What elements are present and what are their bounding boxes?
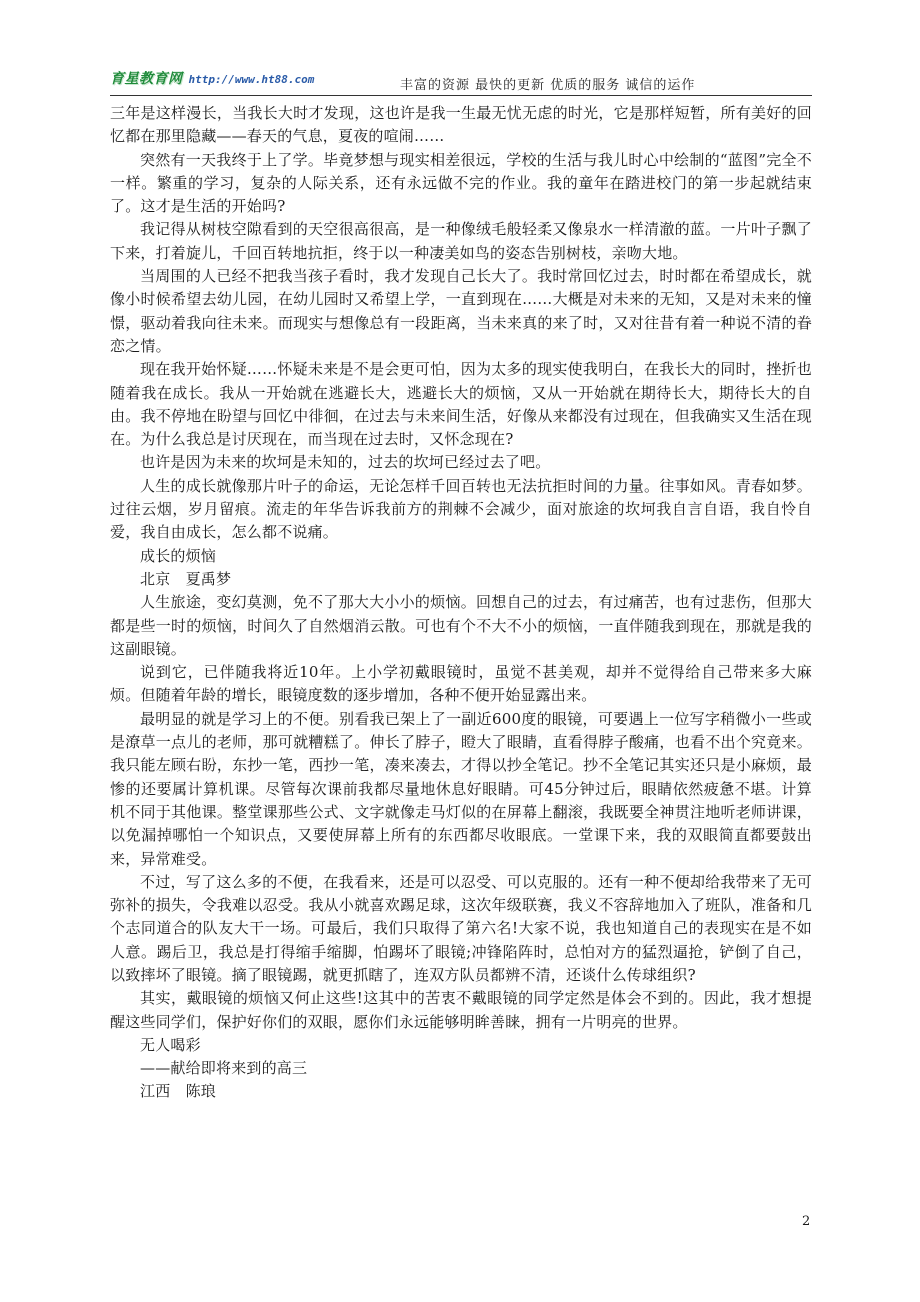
paragraph: 说到它，已伴随我将近10年。上小学初戴眼镜时，虽觉不甚美观，却并不觉得给自己带来多大麻烦。但随着年龄的增长，眼镜度数的逐步增加，各种不便开始显露出来。 — [110, 663, 812, 705]
paragraph: 最明显的就是学习上的不便。别看我已架上了一副近600度的眼镜，可要遇上一位写字稍微小一些或是潦草一点儿的老师，那可就糟糕了。伸长了脖子，瞪大了眼睛，直看得脖子酸痛，也看不出个究竟来。我只能左顾右盼，东抄一笔，西抄一笔，凑来凑去，才得以抄全笔记。抄不全笔记其实还只是小麻烦，最惨的还要属计算机课。尽管每次课前我都尽量地休息好眼睛。可45分钟过后，眼睛依然疲惫不堪。计算机不同于其他课。整堂课那些公式、文字就像走马灯似的在屏幕上翻滚，我既要全神贯注地听老师讲课，以免漏掉哪怕一个知识点，又要使屏幕上所有的东西都尽收眼底。一堂课下来，我的双眼简直都要鼓出来，异常难受。 — [110, 709, 812, 868]
logo-url: http://www.ht88.com — [188, 73, 315, 86]
header-slogan: 丰富的资源 最快的更新 优质的服务 诚信的运作 — [400, 78, 696, 93]
paragraph: ——献给即将来到的高三 — [140, 1059, 308, 1078]
paragraph: 不过，写了这么多的不便，在我看来，还是可以忍受、可以克服的。还有一种不便却给我带来了无可弥补的损失，令我难以忍受。我从小就喜欢踢足球，这次年级联赛，我义不容辞地加入了班队，准备和几个志同道合的队友大干一场。可最后，我们只取得了第六名!大家不说，我也知道自己的表现实在是不如人意。踢后卫，我总是打得缩手缩脚，怕踢坏了眼镜;冲锋陷阵时，总怕对方的猛烈逼抢，铲倒了自己，以致摔坏了眼镜。摘了眼镜踢，就更抓瞎了，连双方队员都辨不清，还谈什么传球组织? — [110, 872, 812, 984]
paragraph: 人生的成长就像那片叶子的命运，无论怎样千回百转也无法抗拒时间的力量。往事如风。青春如梦。过往云烟，岁月留痕。流走的年华告诉我前方的荆棘不会减少，面对旅途的坎坷我自言自语，我自怜自爱，我自由成长，怎么都不说痛。 — [110, 476, 812, 542]
paragraph: 成长的烦恼 — [140, 546, 217, 565]
site-logo — [110, 68, 314, 88]
document-body — [110, 102, 812, 1104]
logo-name: 育星教育网 — [110, 71, 183, 87]
page-header — [110, 60, 812, 96]
header-rule — [110, 95, 812, 96]
paragraph: 突然有一天我终于上了学。毕竟梦想与现实相差很远，学校的生活与我儿时心中绘制的“蓝图”完全不一样。繁重的学习，复杂的人际关系，还有永远做不完的作业。我的童年在踏进校门的第一步起就结束了。这才是生活的开始吗? — [110, 150, 812, 216]
paragraph: 其实，戴眼镜的烦恼又何止这些!这其中的苦衷不戴眼镜的同学定然是体会不到的。因此，我才想提醒这些同学们，保护好你们的双眼，愿你们永远能够明眸善睐，拥有一片明亮的世界。 — [110, 989, 812, 1031]
paragraph: 我记得从树枝空隙看到的天空很高很高，是一种像绒毛般轻柔又像泉水一样清澈的蓝。一片叶子飘了下来，打着旋儿，千回百转地抗拒，终于以一种凄美如鸟的姿态告别树枝，亲吻大地。 — [110, 220, 812, 262]
paragraph: 当周围的人已经不把我当孩子看时，我才发现自己长大了。我时常回忆过去，时时都在希望成长，就像小时候希望去幼儿园，在幼儿园时又希望上学，一直到现在……大概是对未来的无知，又是对未来的憧憬，驱动着我向往未来。而现实与想像总有一段距离，当未来真的来了时，又对往昔有着一种说不清的眷恋之情。 — [110, 267, 812, 355]
paragraph: 江西 陈琅 — [140, 1082, 217, 1101]
paragraph: 无人喝彩 — [140, 1035, 201, 1054]
page-number: 2 — [802, 1214, 811, 1229]
paragraph: 人生旅途，变幻莫测，免不了那大大小小的烦恼。回想自己的过去，有过痛苦，也有过悲伤，但那大都是些一时的烦恼，时间久了自然烟消云散。可也有个不大不小的烦恼，一直伴随我到现在，那就是我的这副眼镜。 — [110, 593, 812, 658]
paragraph: 三年是这样漫长，当我长大时才发现，这也许是我一生最无忧无虑的时光，它是那样短暂，所有美好的回忆都在那里隐藏——春天的气息，夏夜的喧闹…… — [110, 104, 812, 146]
paragraph: 也许是因为未来的坎坷是未知的，过去的坎坷已经过去了吧。 — [140, 453, 551, 472]
paragraph: 北京 夏禹梦 — [140, 569, 232, 588]
paragraph: 现在我开始怀疑……怀疑未来是不是会更可怕，因为太多的现实使我明白，在我长大的同时，挫折也随着我在成长。我从一开始就在逃避长大，逃避长大的烦恼，又从一开始就在期待长大，期待长大的自由。我不停地在盼望与回忆中徘徊，在过去与未来间生活，好像从来都没有过现在，但我确实又生活在现在。为什么我总是讨厌现在，而当现在过去时，又怀念现在? — [110, 360, 812, 449]
